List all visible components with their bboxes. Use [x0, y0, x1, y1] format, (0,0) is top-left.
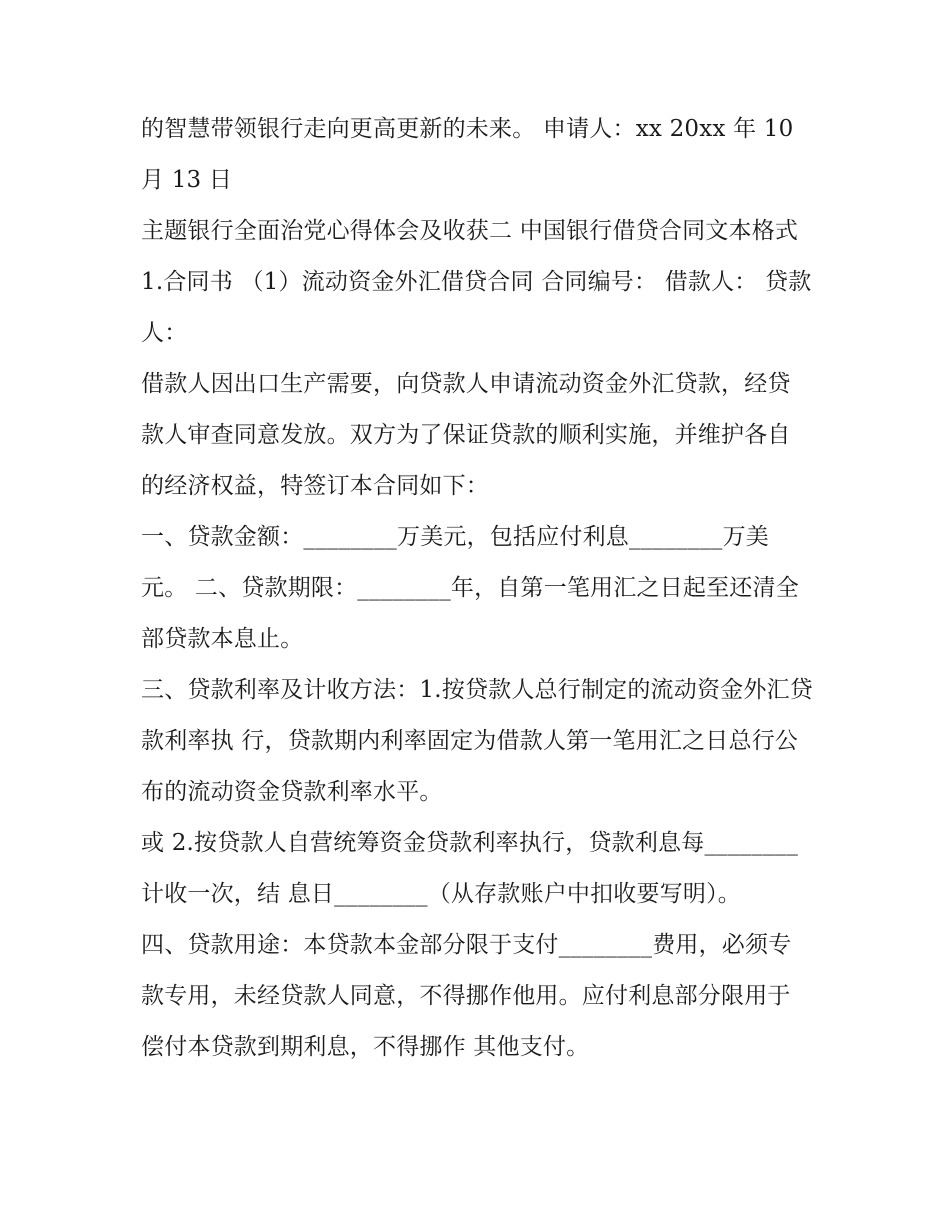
paragraph-interest-rate: 三、贷款利率及计收方法：1.按贷款人总行制定的流动资金外汇贷款利率执 行，贷款期内利率固定为借款人第一笔用汇之日总行公布的流动资金贷款利率水平。: [141, 677, 813, 805]
document-body: [141, 104, 813, 1073]
paragraph-loan-amount-term: 一、贷款金额：________万美元，包括应付利息________万美元。 二、贷款期限：________年，自第一笔用汇之日起至还清全部贷款本息止。: [141, 524, 799, 652]
paragraph-contract-preamble: 借款人因出口生产需要，向贷款人申请流动资金外汇贷款，经贷款人审查同意发放。双方为了保证贷款的顺利实施，并维护各自的经济权益，特签订本合同如下：: [141, 371, 791, 499]
paragraph-loan-purpose: 四、贷款用途：本贷款本金部分限于支付________费用，必须专款专用，未经贷款人同意，不得挪作他用。应付利息部分限用于偿付本贷款到期利息，不得挪作 其他支付。: [141, 932, 792, 1060]
paragraph-interest-option-2: 或 2.按贷款人自营统筹资金贷款利率执行，贷款利息每________计收一次，结 息日________（从存款账户中扣收要写明）。: [141, 830, 799, 907]
paragraph-contract-heading: 主题银行全面治党心得体会及收获二 中国银行借贷合同文本格式 1.合同书 （1）流动资金外汇借贷合同 合同编号： 借款人： 贷款人：: [141, 218, 812, 346]
paragraph-closing-applicant: 的智慧带领银行走向更高更新的未来。 申请人：xx 20xx 年 10 月 13 日: [141, 116, 794, 193]
